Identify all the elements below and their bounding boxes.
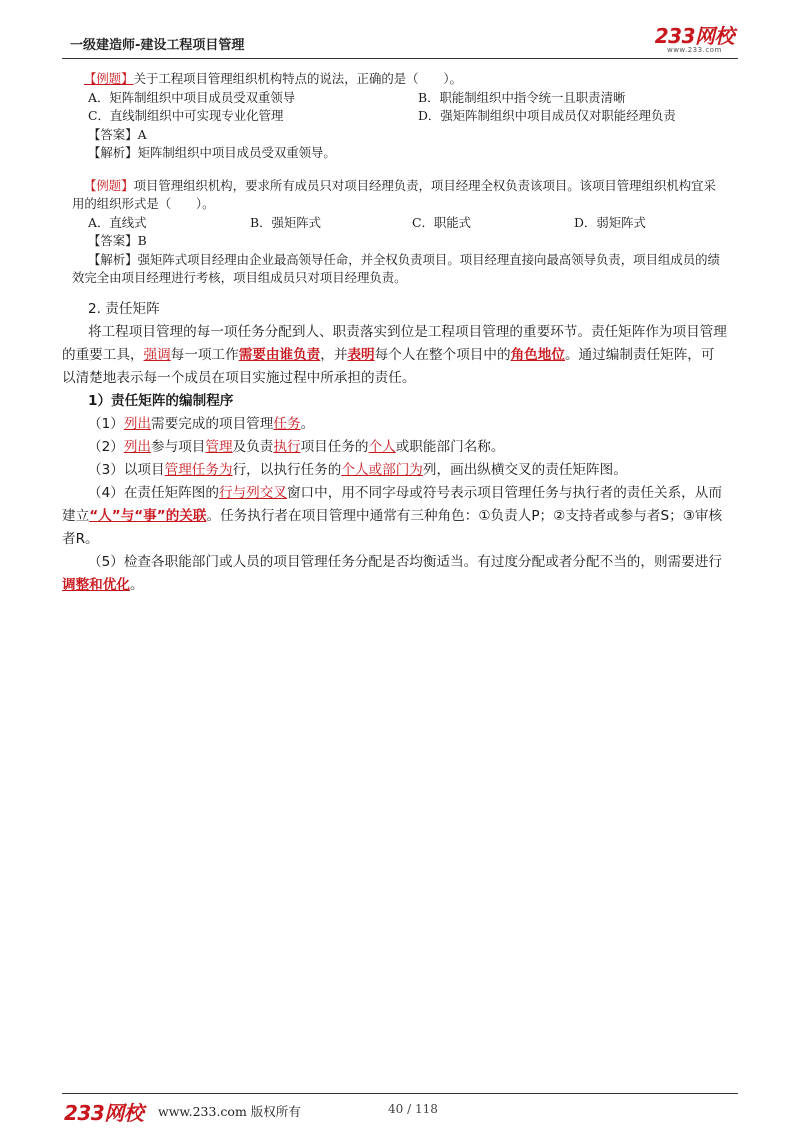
text-run: 。	[300, 415, 315, 432]
text-run: 项目任务的	[300, 438, 369, 455]
question-text: 关于工程项目管理组织机构特点的说法，正确的是（ ）。	[133, 71, 462, 86]
example-question-1	[84, 70, 728, 163]
text-run: 每个人在整个项目中的	[374, 346, 511, 363]
footer-copyright: www.233.com 版权所有	[158, 1104, 301, 1119]
text-run: 需要完成的项目管理	[151, 415, 274, 432]
text-run: 在责任矩阵图的	[123, 484, 219, 501]
example-2-options	[88, 214, 728, 233]
highlight-text: 管理	[205, 438, 233, 455]
example-1-answer	[88, 126, 728, 145]
example-tag: 【例题】	[84, 71, 134, 86]
option-c: C．职能式	[412, 214, 472, 230]
example-1-analysis	[88, 144, 728, 163]
answer-value: A	[137, 126, 147, 142]
section-intro-paragraph	[62, 321, 728, 390]
option-b: B．强矩阵式	[250, 214, 322, 230]
highlight-text: 强调	[143, 346, 171, 363]
text-run: 以项目	[123, 461, 165, 478]
answer-value: B	[137, 233, 147, 248]
text-run: 每一项工作	[170, 346, 239, 363]
question-text: 项目管理组织机构，要求所有成员只对项目经理负责，项目经理全权负责该项目。该项目管理组织机构宜采用的组织形式是（ ）。	[72, 177, 716, 211]
step-3	[88, 459, 728, 482]
example-1-options	[88, 89, 728, 126]
text-run: 及负责	[232, 438, 274, 455]
brand-logo	[655, 26, 734, 54]
page-header	[62, 26, 738, 58]
highlight-text: 个人或部门为	[341, 461, 423, 478]
example-tag: 【例题】	[84, 177, 134, 193]
step-number: （3）	[88, 461, 124, 478]
highlight-text: 管理任务为	[164, 461, 233, 478]
text-run: 或职能部门名称。	[395, 438, 505, 455]
text-run: 列，画出纵横交叉的责任矩阵图。	[422, 461, 627, 478]
example-2-question	[72, 177, 728, 214]
highlight-text: 列出	[123, 415, 152, 432]
step-number: （5）	[88, 553, 124, 570]
brand-logo-url: www.233.com	[666, 46, 722, 54]
example-2-analysis	[72, 251, 728, 288]
brand-logo-text: 233网校	[654, 24, 734, 48]
example-question-2	[72, 177, 728, 288]
text-run: 参与项目	[151, 438, 206, 455]
answer-tag: 【答案】	[88, 233, 138, 248]
footer-divider	[62, 1093, 738, 1094]
example-1-question	[84, 70, 728, 89]
highlight-text: 行与列交叉	[219, 484, 287, 501]
answer-tag: 【答案】	[88, 126, 138, 142]
highlight-text: 列出	[123, 438, 152, 455]
step-2	[88, 436, 728, 459]
step-1	[88, 413, 728, 436]
highlight-text: 表明	[347, 346, 375, 363]
step-number: （2）	[88, 438, 124, 455]
highlight-text: 任务	[273, 415, 301, 432]
page-content	[62, 70, 728, 597]
section-responsibility-matrix	[62, 298, 728, 597]
step-number: （1）	[88, 415, 124, 432]
highlight-text: 角色地位	[510, 346, 565, 363]
highlight-text: 执行	[273, 438, 301, 455]
step-5	[62, 551, 728, 597]
text-run: 行，以执行任务的	[232, 461, 342, 478]
analysis-text: 强矩阵式项目经理由企业最高领导任命，并全权负责项目。项目经理直接向最高领导负责，项目组成员的绩效完全由项目经理进行考核，项目组成员只对项目经理负责。	[72, 251, 720, 285]
example-2-answer	[88, 232, 728, 251]
footer-brand-logo: 233网校	[64, 1101, 144, 1125]
option-b: B．职能制组织中指令统一且职责清晰	[418, 89, 626, 105]
subsection-title: 1）责任矩阵的编制程序	[88, 392, 234, 409]
option-d: D．弱矩阵式	[574, 214, 646, 230]
highlight-text: “人”与“事”的关联	[89, 507, 207, 524]
option-d: D．强矩阵制组织中项目成员仅对职能经理负责	[418, 108, 676, 123]
highlight-text: 调整和优化	[62, 576, 130, 593]
highlight-text: 个人	[368, 438, 396, 455]
analysis-tag: 【解析】	[88, 145, 138, 160]
option-a: A．直线式	[88, 214, 147, 230]
option-c: C．直线制组织中可实现专业化管理	[88, 108, 284, 123]
highlight-text: 需要由谁负责	[238, 346, 321, 363]
header-divider	[62, 58, 738, 59]
text-run: 检查各职能部门或人员的项目管理任务分配是否均衡适当。有过度分配或者分配不当的，则需要进行	[123, 553, 722, 570]
step-number: （4）	[88, 484, 124, 501]
step-4	[62, 482, 728, 551]
section-title: 2. 责任矩阵	[88, 300, 160, 317]
text-run: 。通过编制责任矩阵，可以清楚地表示每一个成员在项目实施过程中所承担的责任。	[62, 346, 715, 386]
text-run: ，并	[320, 346, 348, 363]
text-run: 将工程项目管理的每一项任务分配到人、职责落实到位是工程项目管理的重要环节。责任矩阵作为项目管理的重要工具，	[62, 323, 727, 363]
analysis-text: 矩阵制组织中项目成员受双重领导。	[137, 145, 336, 160]
header-title: 一级建造师-建设工程项目管理	[70, 38, 245, 53]
text-run: 。任务执行者在项目管理中通常有三种角色：①负责人P；②支持者或参与者S；③审核者R。	[62, 507, 723, 547]
analysis-tag: 【解析】	[88, 251, 138, 267]
option-a: A．矩阵制组织中项目成员受双重领导	[88, 89, 296, 105]
text-run: 。	[129, 576, 144, 593]
text-run: 窗口中，用不同字母或符号表示项目管理任务与执行者的责任关系，从而建立	[62, 484, 722, 524]
page-number: 40 / 118	[388, 1102, 438, 1116]
